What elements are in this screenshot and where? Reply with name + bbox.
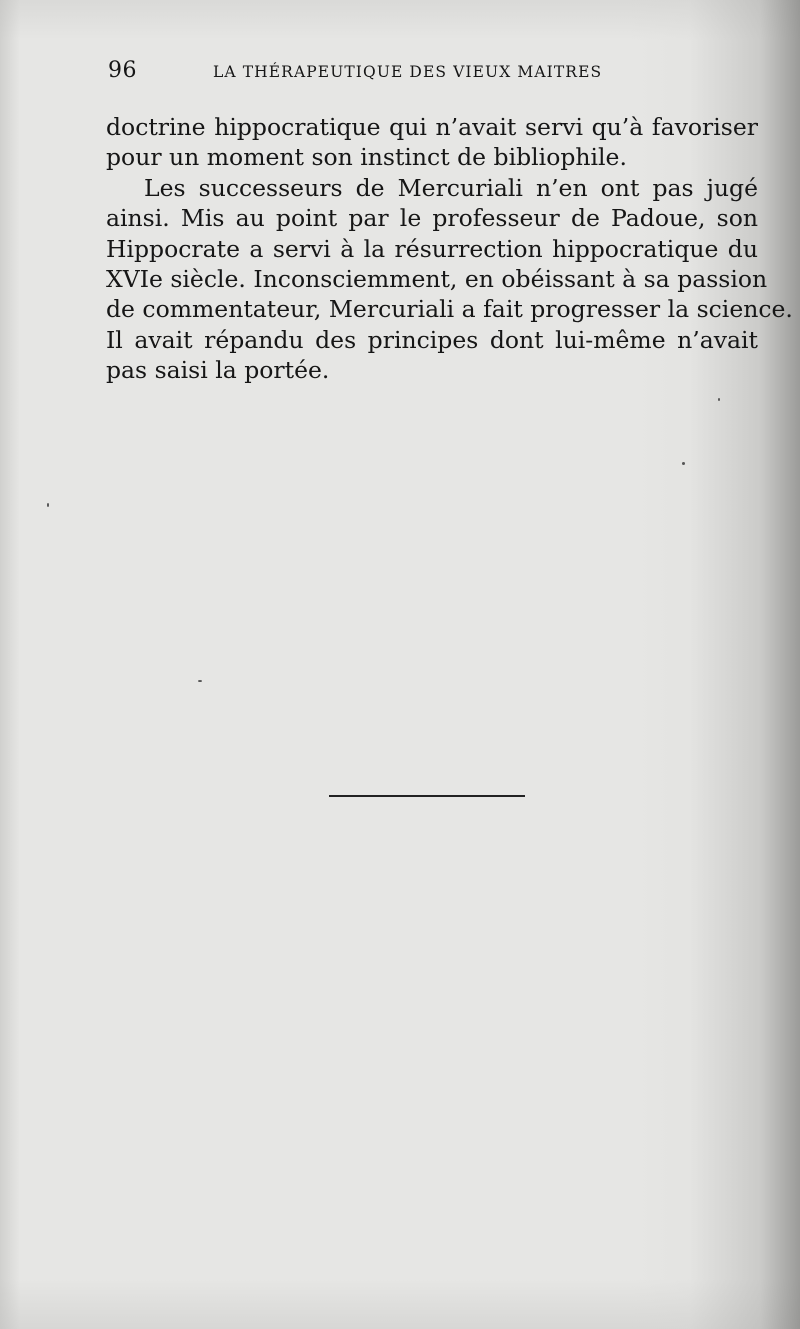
scan-speck [47, 503, 49, 507]
running-title: LA THÉRAPEUTIQUE DES VIEUX MAITRES [213, 63, 603, 81]
text-line: Il avait répandu des principes dont lui-même n’avait [106, 325, 758, 354]
body-text [106, 112, 793, 386]
text-line: de commentateur, Mercuriali a fait progresser la science. [106, 295, 793, 324]
text-line: XVIe siècle. Inconsciemment, en obéissant à sa passion [106, 264, 768, 293]
end-rule [329, 795, 525, 797]
text-line: pour un moment son instinct de bibliophile. [106, 143, 627, 172]
text-line: pas saisi la portée. [106, 356, 330, 385]
text-line: ainsi. Mis au point par le professeur de Padoue, son [106, 204, 758, 233]
page-number: 96 [108, 58, 137, 83]
scan-speck [682, 462, 685, 465]
scan-speck [718, 398, 720, 401]
running-head [108, 58, 653, 84]
text-line: doctrine hippocratique qui n’avait servi qu’à favoriser [106, 113, 758, 141]
scan-speck [198, 680, 202, 682]
text-line: Les successeurs de Mercuriali n’en ont pas jugé [144, 173, 758, 202]
text-line: Hippocrate a servi à la résurrection hippocratique du [106, 234, 758, 263]
